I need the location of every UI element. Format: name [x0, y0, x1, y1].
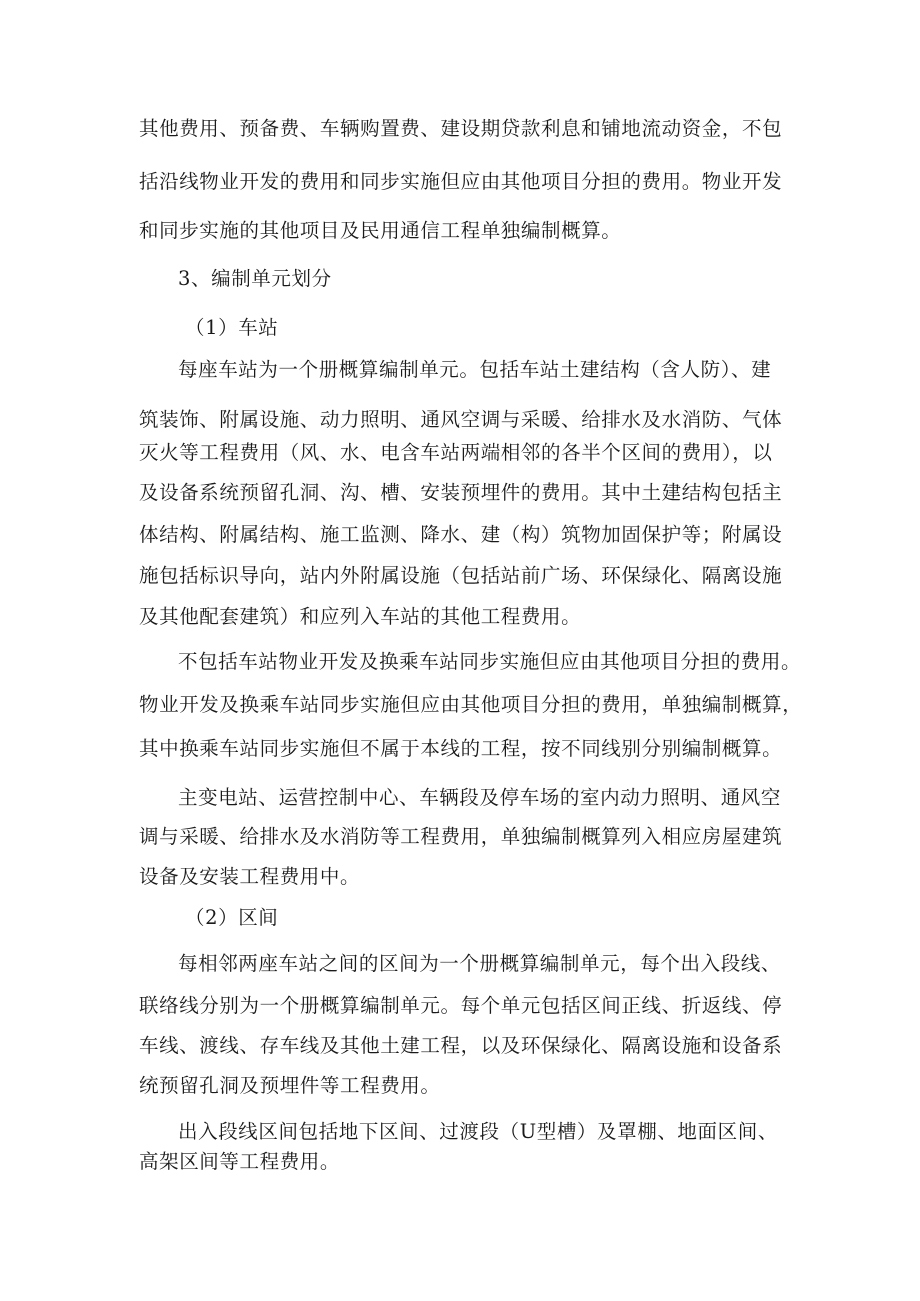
text-line: 每相邻两座车站之间的区间为一个册概算编制单元，每个出入段线、: [178, 952, 782, 975]
text-line: 出入段线区间包括地下区间、过渡段（U型槽）及罩棚、地面区间、: [178, 1120, 778, 1143]
text-line: 车线、渡线、存车线及其他土建工程，以及环保绿化、隔离设施和设备系: [139, 1034, 783, 1057]
text-line: 联络线分别为一个册概算编制单元。每个单元包括区间正线、折返线、停: [139, 994, 783, 1017]
section-heading: 3、编制单元划分: [178, 267, 332, 290]
text-line: 和同步实施的其他项目及民用通信工程单独编制概算。: [139, 219, 622, 242]
text-line: 筑装饰、附属设施、动力照明、通风空调与采暖、给排水及水消防、气体: [139, 408, 783, 431]
text-line: 调与采暖、给排水及水消防等工程费用，单独编制概算列入相应房屋建筑: [139, 825, 783, 848]
text-line: 设备及安装工程费用中。: [139, 865, 361, 888]
text-line: 体结构、附属结构、施工监测、降水、建（构）筑物加固保护等；附属设: [139, 523, 783, 546]
text-line: 主变电站、运营控制中心、车辆段及停车场的室内动力照明、通风空: [178, 786, 782, 809]
text-line: 不包括车站物业开发及换乘车站同步实施但应由其他项目分担的费用。: [178, 650, 802, 673]
text-line: 其他费用、预备费、车辆购置费、建设期贷款利息和铺地流动资金，不包: [139, 117, 783, 140]
subsection-heading: （2）区间: [185, 906, 279, 929]
text-line: 物业开发及换乘车站同步实施但应由其他项目分担的费用，单独编制概算，: [139, 693, 803, 716]
text-line: 其中换乘车站同步实施但不属于本线的工程，按不同线别分别编制概算。: [139, 737, 783, 760]
text-line: 施包括标识导向，站内外附属设施（包括站前广场、环保绿化、隔离设施: [139, 564, 783, 587]
text-line: 灭火等工程费用（风、水、电含车站两端相邻的各半个区间的费用），以: [139, 441, 773, 464]
text-line: 及其他配套建筑）和应列入车站的其他工程费用。: [139, 605, 582, 628]
text-line: 及设备系统预留孔洞、沟、槽、安装预埋件的费用。其中土建结构包括主: [139, 481, 783, 504]
text-line: 每座车站为一个册概算编制单元。包括车站土建结构（含人防）、建: [178, 358, 772, 381]
subsection-heading: （1）车站: [185, 316, 279, 339]
text-line: 统预留孔洞及预埋件等工程费用。: [139, 1074, 441, 1097]
text-line: 括沿线物业开发的费用和同步实施但应由其他项目分担的费用。物业开发: [139, 170, 783, 193]
text-line: 高架区间等工程费用。: [139, 1150, 341, 1173]
